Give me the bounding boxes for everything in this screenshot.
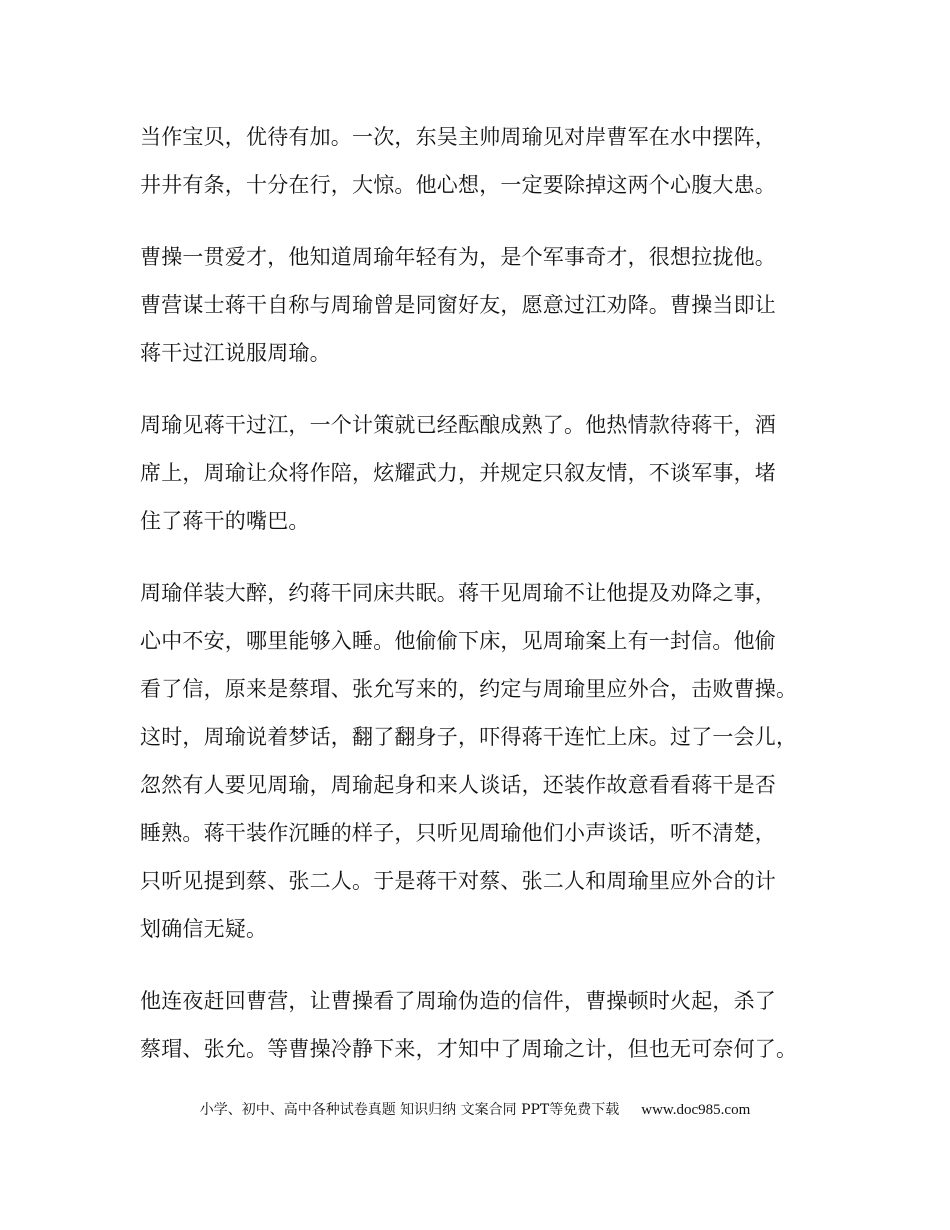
paragraph-4-line-1: 周瑜佯装大醉，约蒋干同床共眠。蒋干见周瑜不让他提及劝降之事， xyxy=(140,581,776,605)
page-footer xyxy=(0,1099,950,1121)
paragraph-4-line-7: 只听见提到蔡、张二人。于是蒋干对蔡、张二人和周瑜里应外合的计 xyxy=(140,869,776,893)
paragraph-4-line-4: 这时，周瑜说着梦话，翻了翻身子，吓得蒋干连忙上床。过了一会儿， xyxy=(140,725,798,749)
paragraph-1-line-2: 井井有条，十分在行，大惊。他心想，一定要除掉这两个心腹大患。 xyxy=(140,173,776,197)
paragraph-4-line-8: 划确信无疑。 xyxy=(140,917,268,941)
paragraph-2-line-2: 曹营谋士蒋干自称与周瑜曾是同窗好友，愿意过江劝降。曹操当即让 xyxy=(140,293,776,317)
footer-url-link[interactable]: www.doc985.com xyxy=(641,1102,751,1118)
paragraph-5-line-2: 蔡瑁、张允。等曹操冷静下来，才知中了周瑜之计，但也无可奈何了。 xyxy=(140,1037,798,1061)
paragraph-3-line-1: 周瑜见蒋干过江，一个计策就已经酝酿成熟了。他热情款待蒋干，酒 xyxy=(140,413,776,437)
footer-text: 小学、初中、高中各种试卷真题 知识归纳 文案合同 PPT等免费下载 xyxy=(199,1102,620,1118)
paragraph-4-line-6: 睡熟。蒋干装作沉睡的样子，只听见周瑜他们小声谈话，听不清楚， xyxy=(140,821,776,845)
paragraph-4-line-5: 忽然有人要见周瑜，周瑜起身和来人谈话，还装作故意看看蒋干是否 xyxy=(140,773,776,797)
paragraph-2-line-1: 曹操一贯爱才，他知道周瑜年轻有为，是个军事奇才，很想拉拢他。 xyxy=(140,245,776,269)
paragraph-3-line-2: 席上，周瑜让众将作陪，炫耀武力，并规定只叙友情，不谈军事，堵 xyxy=(140,461,776,485)
paragraph-2-line-3: 蒋干过江说服周瑜。 xyxy=(140,341,331,365)
paragraph-3-line-3: 住了蒋干的嘴巴。 xyxy=(140,509,310,533)
paragraph-4-line-3: 看了信，原来是蔡瑁、张允写来的，约定与周瑜里应外合，击败曹操。 xyxy=(140,677,798,701)
paragraph-1-line-1: 当作宝贝，优待有加。一次，东吴主帅周瑜见对岸曹军在水中摆阵， xyxy=(140,125,776,149)
paragraph-4-line-2: 心中不安，哪里能够入睡。他偷偷下床，见周瑜案上有一封信。他偷 xyxy=(140,629,776,653)
paragraph-5-line-1: 他连夜赶回曹营，让曹操看了周瑜伪造的信件，曹操顿时火起，杀了 xyxy=(140,989,776,1013)
